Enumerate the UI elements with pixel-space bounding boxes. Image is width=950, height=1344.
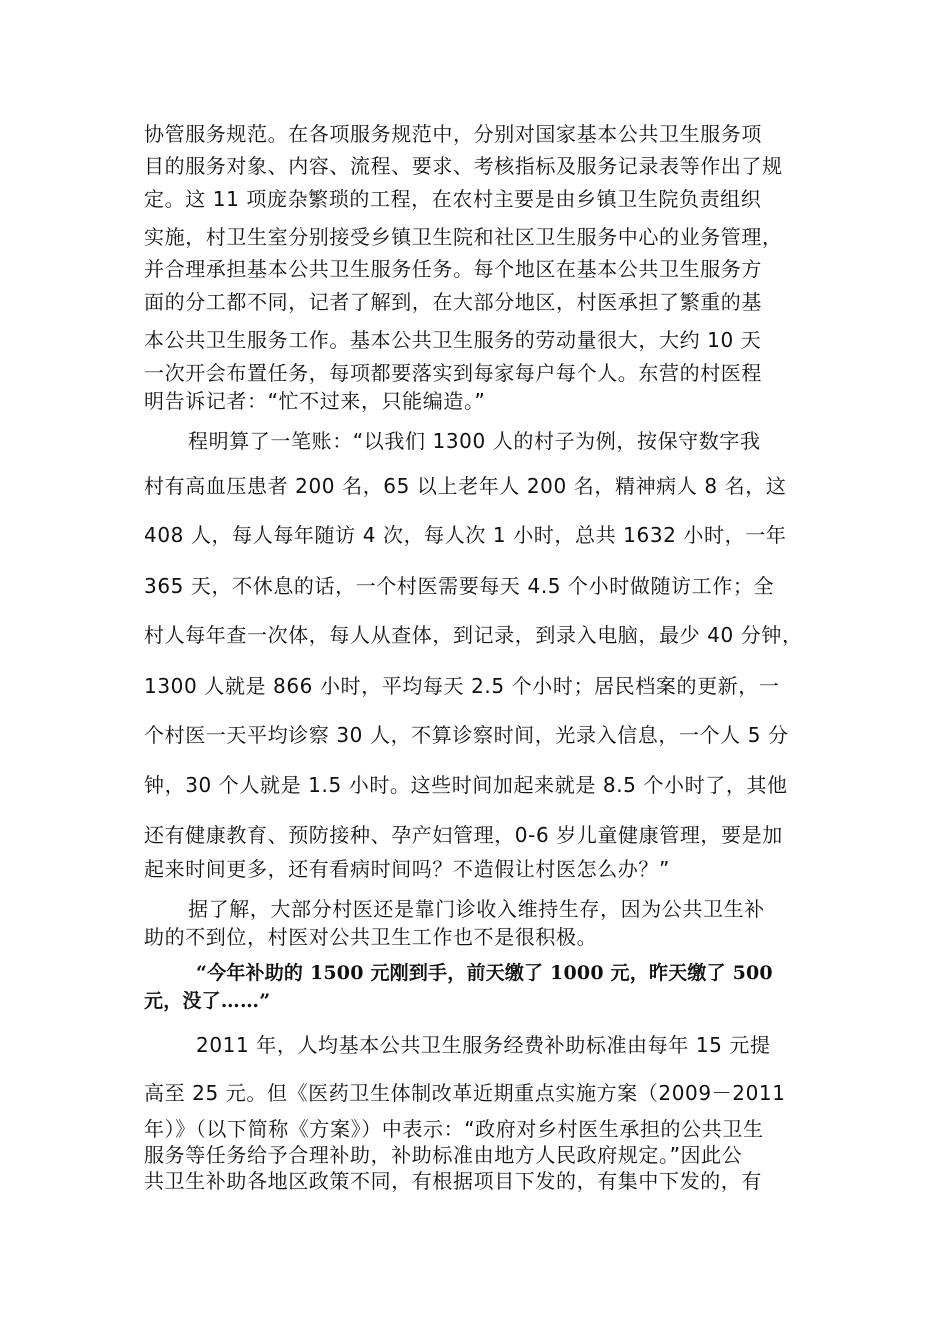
section-heading: 元，没了……” (144, 990, 271, 1012)
body-text-line: 助的不到位，村医对公共卫生工作也不是很积极。 (144, 925, 598, 949)
body-text-line: 高至 25 元。但《医药卫生体制改革近期重点实施方案（2009－2011 (144, 1081, 786, 1105)
body-text-line: 还有健康教育、预防接种、孕产妇管理，0-6 岁儿童健康管理，要是加 (144, 823, 783, 847)
body-text-line: 实施，村卫生室分别接受乡镇卫生院和社区卫生服务中心的业务管理， (144, 225, 783, 249)
body-text-line: 钟，30 个人就是 1.5 小时。这些时间加起来就是 8.5 个小时了，其他 (144, 773, 788, 797)
body-text-line: 408 人，每人每年随访 4 次，每人次 1 小时，总共 1632 小时，一年 (144, 523, 787, 547)
body-text-line: 起来时间更多，还有看病时间吗？不造假让村医怎么办？” (144, 857, 670, 881)
body-text-line: 年）》（以下简称《方案》）中表示：“政府对乡村医生承担的公共卫生 (144, 1117, 764, 1141)
body-text-line: 本公共卫生服务工作。基本公共卫生服务的劳动量很大，大约 10 天 (144, 328, 762, 352)
body-text-line: 面的分工都不同，记者了解到，在大部分地区，村医承担了繁重的基 (144, 290, 762, 314)
body-text-line: 村人每年查一次体，每人从查体，到记录，到录入电脑，最少 40 分钟， (144, 623, 803, 647)
body-text-line: 并合理承担基本公共卫生服务任务。每个地区在基本公共卫生服务方 (144, 257, 762, 281)
body-text-line: 一次开会布置任务，每项都要落实到每家每户每个人。东营的村医程 (144, 361, 762, 385)
body-text-line: 共卫生补助各地区政策不同，有根据项目下发的，有集中下发的，有 (144, 1169, 762, 1193)
body-text-line: 服务等任务给予合理补助，补助标准由地方人民政府规定。”因此公 (144, 1143, 743, 1167)
section-heading: “今年补助的 1500 元刚到手，前天缴了 1000 元，昨天缴了 500 (196, 962, 773, 984)
body-text-line: 村有高血压患者 200 名，65 以上老年人 200 名，精神病人 8 名，这 (144, 474, 787, 498)
body-text-line: 定。这 11 项庞杂繁琐的工程，在农村主要是由乡镇卫生院负责组织 (144, 187, 762, 211)
body-text-line: 协管服务规范。在各项服务规范中，分别对国家基本公共卫生服务项 (144, 122, 762, 146)
body-text-line: 目的服务对象、内容、流程、要求、考核指标及服务记录表等作出了规 (144, 154, 783, 178)
body-text-line: 据了解，大部分村医还是靠门诊收入维持生存，因为公共卫生补 (188, 897, 765, 921)
body-text-line: 程明算了一笔账：“以我们 1300 人的村子为例，按保守数字我 (188, 429, 761, 453)
body-text-line: 个村医一天平均诊察 30 人，不算诊察时间，光录入信息，一个人 5 分 (144, 723, 789, 747)
body-text-line: 365 天，不休息的话，一个村医需要每天 4.5 个小时做随访工作；全 (144, 574, 775, 598)
body-text-line: 明告诉记者：“忙不过来，只能编造。” (144, 389, 486, 413)
body-text-line: 1300 人就是 866 小时，平均每天 2.5 个小时；居民档案的更新，一 (144, 674, 780, 698)
body-text-line: 2011 年，人均基本公共卫生服务经费补助标准由每年 15 元提 (196, 1033, 771, 1057)
